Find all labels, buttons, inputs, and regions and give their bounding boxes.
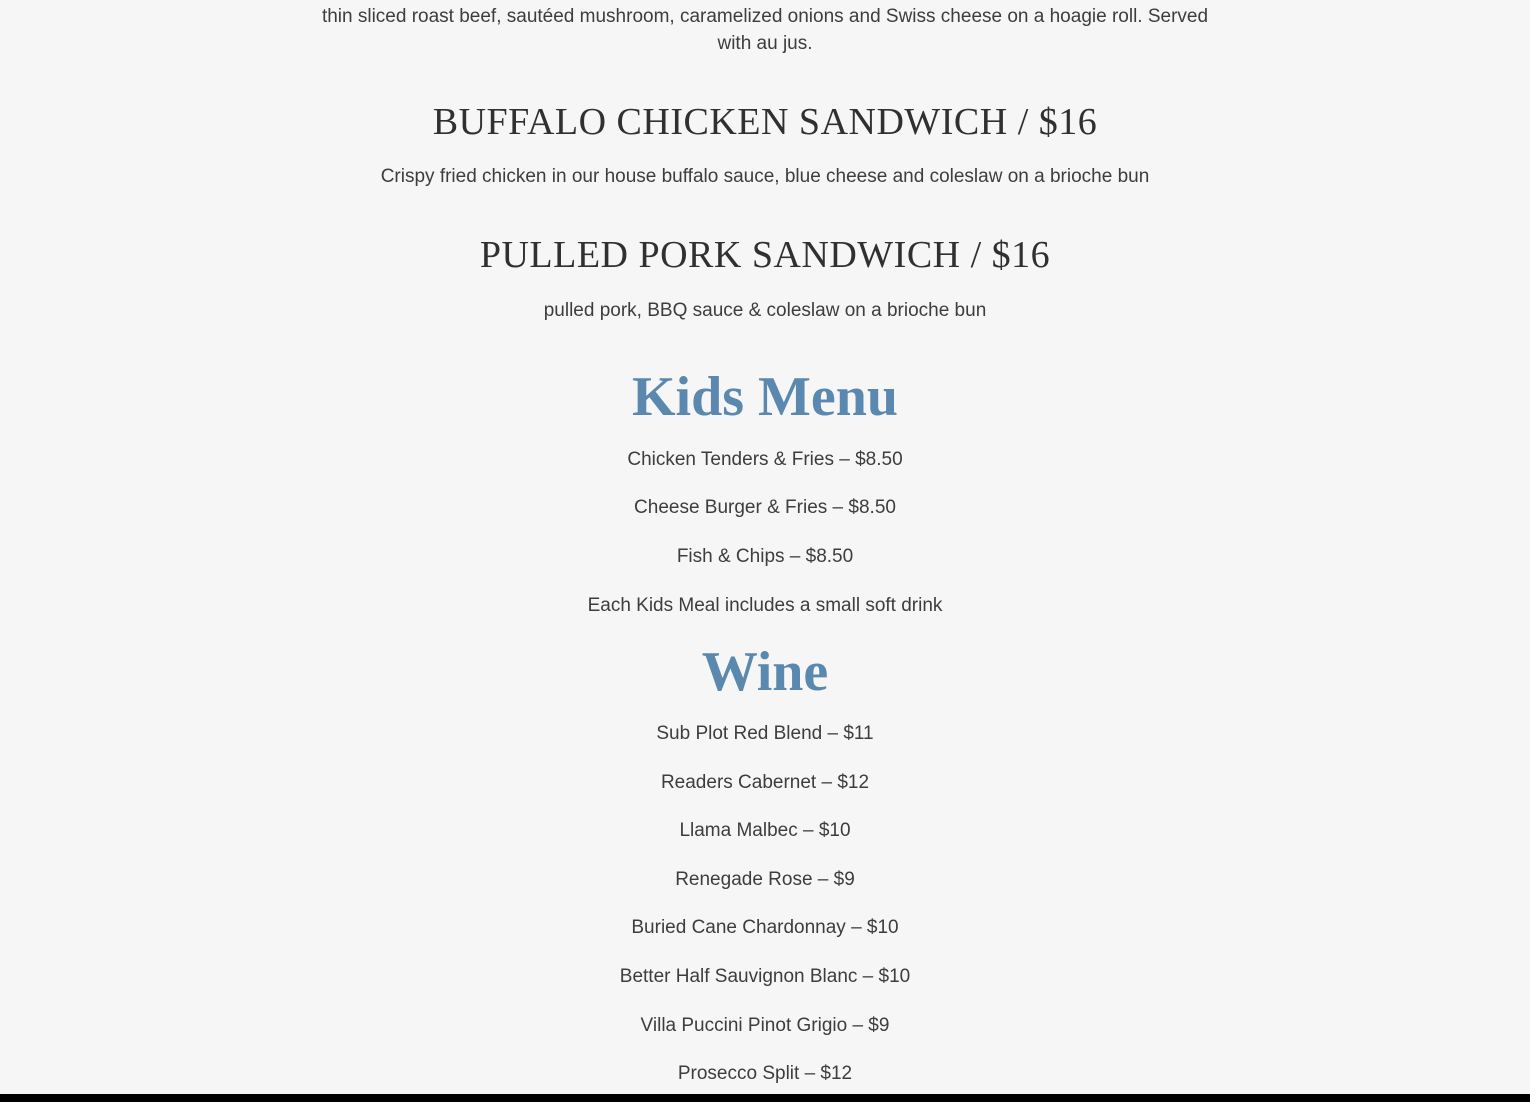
- pulled-pork-title: PULLED PORK SANDWICH / $16: [479, 234, 1051, 276]
- kids-menu-item: Chicken Tenders & Fries – $8.50: [627, 449, 903, 470]
- buffalo-chicken-description: Crispy fried chicken in our house buffalo sauce, blue cheese and coleslaw on a brioche bun: [380, 166, 1150, 187]
- wine-item: Readers Cabernet – $12: [660, 772, 870, 793]
- wine-item: Sub Plot Red Blend – $11: [656, 723, 874, 744]
- pulled-pork-description: pulled pork, BBQ sauce & coleslaw on a brioche bun: [543, 300, 987, 321]
- kids-menu-note: Each Kids Meal includes a small soft drink: [587, 595, 943, 616]
- wine-item: Villa Puccini Pinot Grigio – $9: [640, 1015, 890, 1036]
- intro-description: thin sliced roast beef, sautéed mushroom, caramelized onions and Swiss cheese on a hoagie roll. Served with au jus.: [321, 6, 1209, 54]
- wine-item: Better Half Sauvignon Blanc – $10: [619, 966, 911, 987]
- wine-item: Llama Malbec – $10: [679, 820, 851, 841]
- wine-item: Renegade Rose – $9: [675, 869, 855, 890]
- bottom-bar: [0, 1094, 1530, 1102]
- wine-item: Buried Cane Chardonnay – $10: [631, 917, 899, 938]
- kids-menu-item: Cheese Burger & Fries – $8.50: [634, 497, 896, 518]
- wine-item: Prosecco Split – $12: [677, 1063, 853, 1084]
- wine-heading: Wine: [701, 641, 829, 703]
- buffalo-chicken-title: BUFFALO CHICKEN SANDWICH / $16: [432, 101, 1098, 143]
- kids-menu-item: Fish & Chips – $8.50: [676, 546, 854, 567]
- kids-menu-heading: Kids Menu: [631, 366, 899, 428]
